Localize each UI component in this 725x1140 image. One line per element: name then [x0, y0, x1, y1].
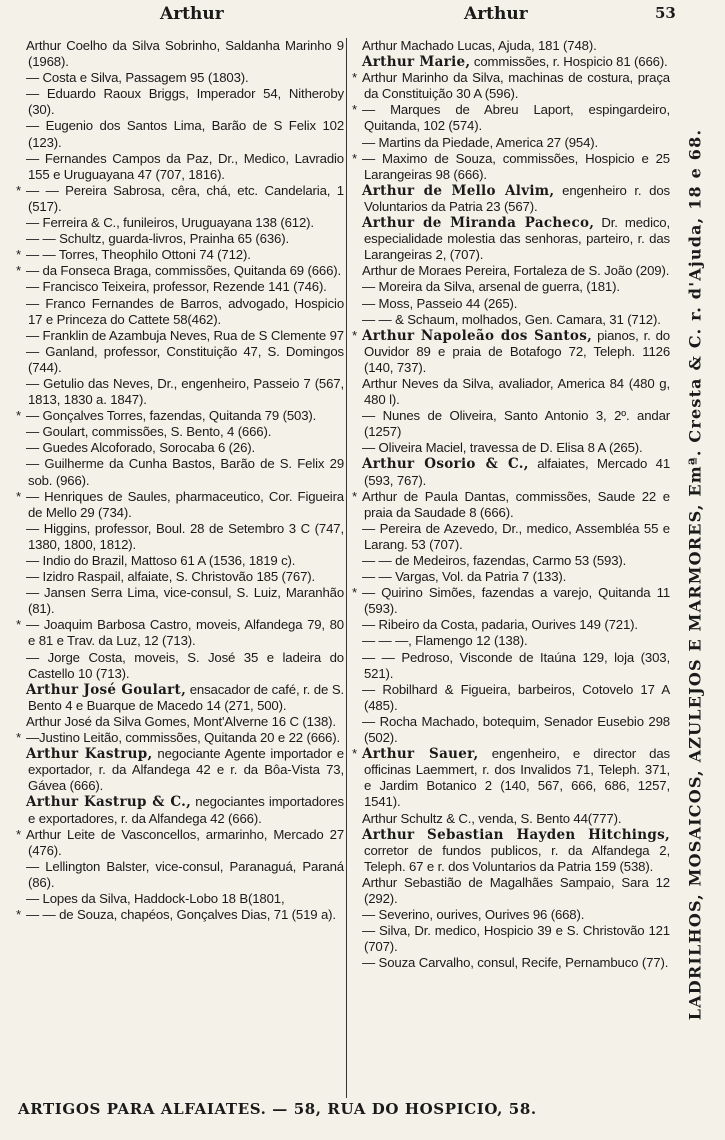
entry-text: alfaiates, Mercado 41 (593, 767).	[364, 456, 670, 488]
directory-entry	[352, 408, 670, 440]
entry-text: — Izidro Raspail, alfaiate, S. Christovão 185 (767).	[26, 569, 316, 585]
entry-text: — — —, Flamengo 12 (138).	[362, 633, 528, 649]
entry-text: — Severino, ourives, Ourives 96 (668).	[362, 907, 585, 923]
directory-entry	[352, 279, 670, 295]
entry-marker: *	[352, 327, 357, 343]
directory-entry	[352, 811, 670, 827]
entry-bold-name: Arthur Osorio & C.,	[362, 456, 529, 473]
entry-text: Arthur José da Silva Gomes, Mont'Alverne 16 C (138).	[26, 713, 336, 729]
directory-entry	[16, 730, 344, 746]
entry-text: — Marques de Abreu Laport, espingardeiro, Quitanda, 102 (574).	[362, 102, 670, 134]
entry-text: negociante Agente importador e exportador, r. da Alfandega 42 e r. da Bôa-Vista 73, Gávea (666).	[28, 746, 344, 794]
directory-entry	[352, 456, 670, 488]
entry-text: Arthur Machado Lucas, Ajuda, 181 (748).	[362, 38, 597, 53]
directory-entry	[16, 183, 344, 215]
directory-entry	[352, 521, 670, 553]
directory-entry	[352, 440, 670, 456]
entry-text: Arthur Schultz & C., venda, S. Bento 44(777).	[362, 810, 622, 826]
entry-text: — Franco Fernandes de Barros, advogado, Hospicio 17 e Princeza do Cattete 58(462).	[26, 295, 344, 327]
entry-text: Arthur Sebastião de Magalhães Sampaio, Sara 12 (292).	[362, 874, 670, 906]
directory-entry	[16, 296, 344, 328]
directory-entry	[352, 38, 670, 54]
directory-entry	[352, 183, 670, 215]
directory-entry	[352, 553, 670, 569]
entry-text: — Pereira de Azevedo, Dr., medico, Assembléa 55 e Larang. 53 (707).	[362, 520, 670, 552]
directory-entry	[16, 714, 344, 730]
directory-entry	[352, 263, 670, 279]
directory-entry	[352, 151, 670, 183]
entry-marker: *	[352, 585, 357, 601]
entry-text: — Gonçalves Torres, fazendas, Quitanda 79 (503).	[26, 408, 317, 424]
entry-marker: *	[16, 408, 21, 424]
directory-entry	[352, 102, 670, 134]
directory-entry	[16, 376, 344, 408]
entry-text: pianos, r. do Ouvidor 89 e praia de Botafogo 72, Teleph. 1126 (140, 737).	[364, 327, 670, 375]
directory-entry	[16, 263, 344, 279]
entry-text: — Silva, Dr. medico, Hospicio 39 e S. Christovão 121 (707).	[362, 923, 670, 955]
directory-entry	[16, 70, 344, 86]
entry-text: Dr. medico, especialidade molestia das senhoras, parteiro, r. das Larangeiras 2, (707).	[364, 215, 670, 263]
left-column	[16, 38, 344, 923]
directory-entry	[352, 714, 670, 746]
directory-entry	[16, 86, 344, 118]
entry-text: — — de Medeiros, fazendas, Carmo 53 (593).	[362, 553, 627, 568]
entry-text: engenheiro, e director das officinas Laemmert, r. dos Invalidos 71, Teleph. 371, e Jardim Botanico 2 (140, 567, 666, 686, 1257, 1541).	[364, 746, 670, 810]
directory-entry	[352, 875, 670, 907]
entry-text: — Rocha Machado, botequim, Senador Eusebio 298 (502).	[362, 713, 670, 746]
entry-text: ensacador de café, r. de S. Bento 4 e Buarque de Macedo 14 (271, 500).	[28, 681, 344, 713]
entry-text: — — & Schaum, molhados, Gen. Camara, 31 (712).	[362, 311, 661, 327]
entry-text: engenheiro r. dos Voluntarios da Patria 23 (567).	[364, 182, 670, 214]
directory-entry	[352, 617, 670, 633]
entry-text: — Goulart, commissões, S. Bento, 4 (666).	[26, 424, 272, 440]
entry-bold-name: Arthur Napoleão dos Santos,	[362, 327, 593, 344]
entry-text: — Fernandes Campos da Paz, Dr., Medico, Lavradio 155 e Uruguayana 47 (707, 1816).	[26, 150, 344, 182]
directory-entry	[16, 456, 344, 488]
directory-entry	[16, 891, 344, 907]
directory-entry	[352, 489, 670, 521]
entry-text: — Getulio das Neves, Dr., engenheiro, Passeio 7 (567, 1813, 1830 a. 1847).	[26, 375, 344, 408]
entry-text: Arthur de Paula Dantas, commissões, Saude 22 e praia da Saudade 8 (666).	[362, 488, 670, 520]
entry-text: — Lellington Balster, vice-consul, Paranaguá, Paraná (86).	[26, 858, 344, 890]
entry-text: — — Schultz, guarda-livros, Prainha 65 (636).	[26, 231, 289, 247]
entry-marker: *	[16, 730, 21, 746]
directory-entry	[16, 440, 344, 456]
entry-text: — Lopes da Silva, Haddock-Lobo 18 B(1801,	[26, 890, 285, 906]
directory-entry	[16, 859, 344, 891]
entry-text: — Ribeiro da Costa, padaria, Ourives 149 (721).	[362, 617, 638, 633]
entry-marker: *	[16, 907, 21, 923]
entry-text: — Moreira da Silva, arsenal de guerra, (181).	[362, 279, 620, 295]
entry-bold-name: Arthur Kastrup & C.,	[26, 794, 192, 811]
right-column	[352, 38, 670, 971]
entry-text: — Guilherme da Cunha Bastos, Barão de S. Felix 29 sob. (966).	[26, 456, 344, 488]
side-advertisement	[672, 60, 718, 1120]
footer-advertisement: ARTIGOS PARA ALFAIATES. — 58, RUA DO HOSPICIO, 58.	[18, 1100, 537, 1118]
directory-entry	[352, 585, 670, 617]
entry-text: —Justino Leitão, commissões, Quitanda 20 e 22 (666).	[26, 730, 340, 746]
directory-entry	[352, 746, 670, 810]
directory-entry	[16, 118, 344, 150]
entry-marker: *	[16, 488, 21, 504]
entry-text: — Martins da Piedade, America 27 (954).	[362, 134, 599, 150]
directory-entry	[16, 231, 344, 247]
entry-text: — Jansen Serra Lima, vice-consul, S. Luiz, Maranhão (81).	[26, 585, 344, 617]
entry-bold-name: Arthur Sauer,	[362, 746, 479, 763]
left-header-title: Arthur	[160, 4, 224, 24]
entry-marker: *	[16, 247, 21, 263]
entry-marker: *	[16, 826, 21, 842]
directory-entry	[16, 827, 344, 859]
directory-entry	[16, 746, 344, 794]
entry-text: — — Pedroso, Visconde de Itaúna 129, loja (303, 521).	[362, 649, 670, 681]
directory-entry	[352, 312, 670, 328]
entry-text: — — Torres, Theophilo Ottoni 74 (712).	[26, 247, 251, 263]
entry-bold-name: Arthur José Goulart,	[26, 681, 187, 698]
entry-text: — Maximo de Souza, commissões, Hospicio e 25 Larangeiras 98 (666).	[362, 150, 670, 182]
directory-entry	[16, 489, 344, 521]
entry-text: — — Pereira Sabrosa, cêra, chá, etc. Candelaria, 1 (517).	[26, 182, 344, 214]
entry-text: — Eugenio dos Santos Lima, Barão de S Felix 102 (123).	[26, 118, 344, 150]
entry-bold-name: Arthur de Miranda Pacheco,	[362, 215, 595, 232]
entry-text: — Indio do Brazil, Mattoso 61 A (1536, 1819 c).	[26, 553, 296, 568]
entry-bold-name: Arthur Kastrup,	[26, 746, 153, 763]
directory-entry	[16, 279, 344, 295]
entry-text: Arthur Leite de Vasconcellos, armarinho, Mercado 27 (476).	[26, 826, 344, 858]
entry-marker: *	[352, 102, 357, 118]
directory-entry	[352, 907, 670, 923]
entry-bold-name: Arthur Marie,	[362, 54, 471, 71]
entry-marker: *	[16, 617, 21, 633]
directory-entry	[16, 553, 344, 569]
directory-entry	[16, 650, 344, 682]
directory-entry	[16, 907, 344, 923]
directory-entry	[352, 54, 670, 70]
directory-entry	[16, 38, 344, 70]
entry-text: Arthur Neves da Silva, avaliador, America 84 (480 g, 480 l).	[362, 375, 670, 408]
page-header	[0, 4, 725, 26]
entry-text: — Francisco Teixeira, professor, Rezende 141 (746).	[26, 279, 327, 295]
directory-entry	[352, 296, 670, 312]
directory-entry	[16, 344, 344, 376]
directory-entry	[16, 585, 344, 617]
directory-entry	[352, 569, 670, 585]
entry-text: — Joaquim Barbosa Castro, moveis, Alfandega 79, 80 e 81 e Trav. da Luz, 12 (713).	[26, 617, 344, 649]
entry-text: — — Vargas, Vol. da Patria 7 (133).	[362, 569, 567, 585]
entry-text: Arthur Coelho da Silva Sobrinho, Saldanha Marinho 9 (1968).	[26, 38, 344, 70]
directory-entry	[352, 135, 670, 151]
entry-text: — Guedes Alcoforado, Sorocaba 6 (26).	[26, 440, 256, 456]
entry-marker: *	[352, 150, 357, 166]
directory-entry	[16, 424, 344, 440]
directory-entry	[16, 617, 344, 649]
entry-text: commissões, r. Hospicio 81 (666).	[470, 54, 668, 70]
entry-text: — Henriques de Saules, pharmaceutico, Cor. Figueira de Mello 29 (734).	[26, 488, 344, 520]
entry-text: — Ferreira & C., funileiros, Uruguayana 138 (612).	[26, 215, 314, 231]
directory-entry	[352, 376, 670, 408]
directory-entry	[16, 521, 344, 553]
entry-marker: *	[352, 488, 357, 504]
entry-marker: *	[16, 263, 21, 279]
directory-entry	[16, 408, 344, 424]
entry-text: corretor de fundos publicos, r. da Alfandega 2, Teleph. 67 e r. dos Voluntarios da Patria 159 (538).	[364, 842, 670, 874]
directory-entry	[16, 151, 344, 183]
entry-text: — Eduardo Raoux Briggs, Imperador 54, Nitheroby (30).	[26, 86, 344, 118]
side-banner-text: LADRILHOS, MOSAICOS, AZULEJOS E MARMORES, Emª. Cresta & C. r. d'Ajuda, 18 e 68.	[685, 128, 705, 1021]
directory-entry	[352, 923, 670, 955]
entry-text: — Robilhard & Figueira, barbeiros, Cotovelo 17 A (485).	[362, 681, 670, 713]
directory-entry	[16, 247, 344, 263]
entry-marker: *	[352, 70, 357, 86]
directory-entry	[352, 70, 670, 102]
entry-text: — Costa e Silva, Passagem 95 (1803).	[26, 70, 249, 86]
directory-entry	[352, 328, 670, 376]
entry-text: negociantes importadores e exportadores, r. da Alfandega 42 (666).	[28, 794, 344, 826]
right-header-title: Arthur	[464, 4, 528, 24]
page-number: 53	[655, 4, 676, 22]
directory-entry	[16, 328, 344, 344]
entry-text: — Oliveira Maciel, travessa de D. Elisa 8 A (265).	[362, 440, 643, 456]
entry-text: — Moss, Passeio 44 (265).	[362, 295, 518, 311]
directory-entry	[352, 682, 670, 714]
entry-text: — Higgins, professor, Boul. 28 de Setembro 3 C (747, 1380, 1800, 1812).	[26, 520, 344, 552]
entry-bold-name: Arthur de Mello Alvim,	[362, 182, 555, 199]
directory-entry	[352, 955, 670, 971]
directory-entry	[352, 827, 670, 875]
entry-marker: *	[352, 746, 357, 762]
directory-entry	[352, 633, 670, 649]
directory-entry	[16, 794, 344, 826]
entry-text: Arthur Marinho da Silva, machinas de costura, praça da Constituição 30 A (596).	[362, 70, 670, 102]
entry-text: — Quirino Simões, fazendas a varejo, Quitanda 11 (593).	[362, 585, 670, 617]
entry-text: — da Fonseca Braga, commissões, Quitanda 69 (666).	[26, 263, 342, 279]
directory-entry	[16, 569, 344, 585]
directory-entry	[16, 215, 344, 231]
entry-text: — Ganland, professor, Constituição 47, S. Domingos (744).	[26, 343, 344, 375]
column-divider	[346, 38, 347, 1098]
directory-entry	[352, 650, 670, 682]
entry-text: — Nunes de Oliveira, Santo Antonio 3, 2º. andar (1257)	[362, 408, 670, 440]
entry-text: — — de Souza, chapéos, Gonçalves Dias, 71 (519 a).	[26, 907, 336, 923]
entry-text: Arthur de Moraes Pereira, Fortaleza de S. João (209).	[362, 263, 670, 279]
entry-text: — Souza Carvalho, consul, Recife, Pernambuco (77).	[362, 955, 669, 971]
entry-text: — Jorge Costa, moveis, S. José 35 e ladeira do Castello 10 (713).	[26, 649, 344, 681]
directory-entry	[16, 682, 344, 714]
directory-entry	[352, 215, 670, 263]
entry-bold-name: Arthur Sebastian Hayden Hitchings,	[362, 826, 670, 843]
entry-marker: *	[16, 182, 21, 198]
entry-text: — Franklin de Azambuja Neves, Rua de S Clemente 97	[26, 327, 344, 343]
